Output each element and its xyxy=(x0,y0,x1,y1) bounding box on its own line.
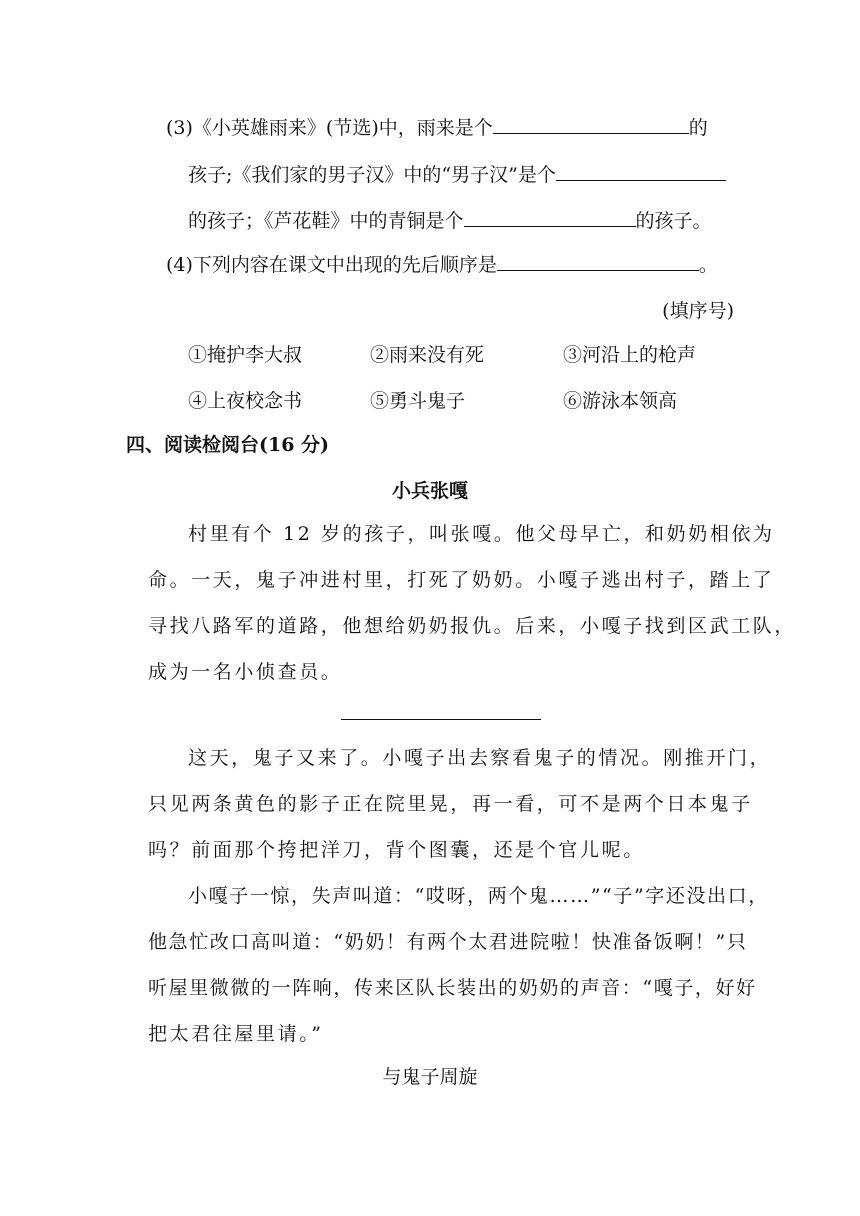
p1-line-4: 成为一名小侦查员。 xyxy=(148,661,343,683)
option-6: ⑥游泳本领高 xyxy=(563,390,678,412)
option-5: ⑤勇斗鬼子 xyxy=(370,390,466,412)
subtitle-blank-line[interactable] xyxy=(341,719,541,720)
p1-line-3: 寻找八路军的道路，他想给奶奶报仇。后来，小嘎子找到区武工队， xyxy=(148,615,797,637)
option-3: ③河沿上的枪声 xyxy=(563,344,697,366)
q3-text-3b: 的孩子。 xyxy=(635,210,712,232)
q3-blank-2[interactable] xyxy=(556,162,726,181)
passage-subtitle: 与鬼子周旋 xyxy=(382,1066,478,1088)
p2-line-1: 这天，鬼子又来了。小嘎子出去察看鬼子的情况。刚推开门， xyxy=(188,747,772,769)
q3-blank-3[interactable] xyxy=(464,208,636,227)
q4-blank[interactable] xyxy=(497,252,699,271)
p1-line-1: 村里有个 12 岁的孩子，叫张嘎。他父母早亡，和奶奶相依为 xyxy=(188,523,775,545)
q3-text-2a: 孩子;《我们家的男子汉》中的“男子汉”是个 xyxy=(188,164,556,186)
p3-line-2: 他急忙改口高叫道：“奶奶！有两个太君进院啦！快准备饭啊！”只 xyxy=(148,931,748,953)
q4-text-1b: 。 xyxy=(698,254,718,276)
q3-blank-1[interactable] xyxy=(493,115,689,134)
p2-line-3: 吗？前面那个挎把洋刀，背个图囊，还是个官儿呢。 xyxy=(148,839,645,861)
q3-text-1a: (3)《小英雄雨来》(节选)中，雨来是个 xyxy=(166,117,493,139)
section-heading: 四、阅读检阅台(16 分) xyxy=(126,434,330,456)
q3-line-1 xyxy=(166,115,708,141)
p3-line-1: 小嘎子一惊，失声叫道：“哎呀，两个鬼……”“子”字还没出口， xyxy=(188,885,769,907)
q4-note: (填序号) xyxy=(662,300,734,322)
q4-text-1a: (4)下列内容在课文中出现的先后顺序是 xyxy=(166,254,497,276)
q3-line-3 xyxy=(188,208,712,234)
p3-line-3: 听屋里微微的一阵响，传来区队长装出的奶奶的声音：“嘎子，好好 xyxy=(148,977,757,999)
q3-line-2 xyxy=(188,162,726,188)
q4-line-1 xyxy=(166,252,718,278)
option-1: ①掩护李大叔 xyxy=(188,344,303,366)
p2-line-2: 只见两条黄色的影子正在院里晃，再一看，可不是两个日本鬼子 xyxy=(148,793,753,815)
option-2: ②雨来没有死 xyxy=(370,344,485,366)
q3-text-1b: 的 xyxy=(688,117,708,139)
p3-line-4: 把太君往屋里请。” xyxy=(148,1023,324,1045)
q3-text-3a: 的孩子；《芦花鞋》中的青铜是个 xyxy=(188,210,464,232)
passage-title: 小兵张嘎 xyxy=(391,480,468,502)
p1-line-2: 命。一天，鬼子冲进村里，打死了奶奶。小嘎子逃出村子，踏上了 xyxy=(148,569,775,591)
option-4: ④上夜校念书 xyxy=(188,390,303,412)
